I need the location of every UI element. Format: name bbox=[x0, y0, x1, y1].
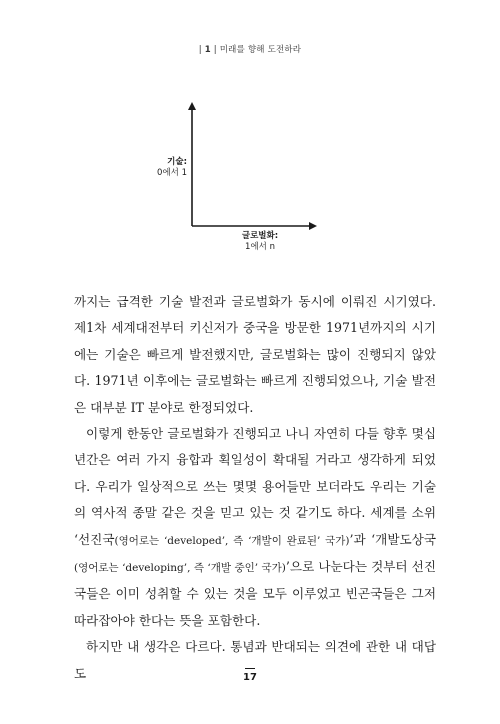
page-number: 17 bbox=[243, 672, 257, 683]
chapter-title: 미래를 향해 도전하라 bbox=[219, 45, 302, 55]
paragraph-2-gloss-developed: (영어로는 ‘developed’, 즉 ‘개발이 완료된’ 국가) bbox=[114, 534, 350, 547]
y-axis-title: 기술: bbox=[167, 157, 187, 167]
paragraph-3: 하지만 내 생각은 다르다. 통념과 반대되는 의견에 관한 내 대답도 bbox=[74, 639, 436, 681]
y-axis-subtitle: 0에서 1 bbox=[157, 168, 187, 178]
paragraph-2-mid: ’과 ‘개발도상국 bbox=[349, 531, 436, 547]
paragraph-1: 까지는 급격한 기술 발전과 글로벌화가 동시에 이뤄진 시기였다. 제1차 세계대전부터 키신저가 중국을 방문한 1971년까지의 시기에는 기술은 빠르게 발전했지만, 글로벌화는 많이 진행되지 않았다. 1971년 이후에는 글로벌화는 빠르게 진행되었으나, 기술 발전은 대부분 IT 분야로 한정되었다. bbox=[74, 294, 436, 415]
chapter-number: 1 bbox=[204, 45, 211, 55]
paragraph-2-gloss-developing: (영어로는 ‘developing’, 즉 ‘개발 중인’ 국가) bbox=[74, 562, 286, 575]
paragraph-2-end: ’으로 나눈다는 것부터 선진국들은 이미 성취할 수 있는 것을 모두 이루었고 빈곤국들은 그저 따라잡아야 한다는 뜻을 포함한다. bbox=[74, 559, 436, 628]
x-axis-label bbox=[225, 231, 295, 253]
paragraph-2 bbox=[74, 421, 436, 634]
page-number-rule bbox=[245, 668, 255, 669]
page-footer bbox=[0, 668, 500, 683]
body-text bbox=[74, 289, 436, 687]
running-header: | 1 | 미래를 향해 도전하라 bbox=[198, 45, 302, 55]
paragraph-2-text: 이렇게 한동안 글로벌화가 진행되고 나니 자연히 다들 향후 몇십 년간은 여러 가지 융합과 획일성이 확대될 거라고 생각하게 되었다. 우리가 일상적으로 쓰는 몇몇 용어들만 보더라도 우리는 기술의 역사적 종말 같은 것을 믿고 있는 것 같기도 하다. 세계를 소위 ‘선진국 bbox=[74, 426, 436, 547]
axes-diagram bbox=[0, 0, 500, 270]
x-axis-title: 글로벌화: bbox=[241, 231, 279, 241]
x-axis-subtitle: 1에서 n bbox=[245, 242, 275, 252]
y-axis-label bbox=[153, 157, 187, 179]
